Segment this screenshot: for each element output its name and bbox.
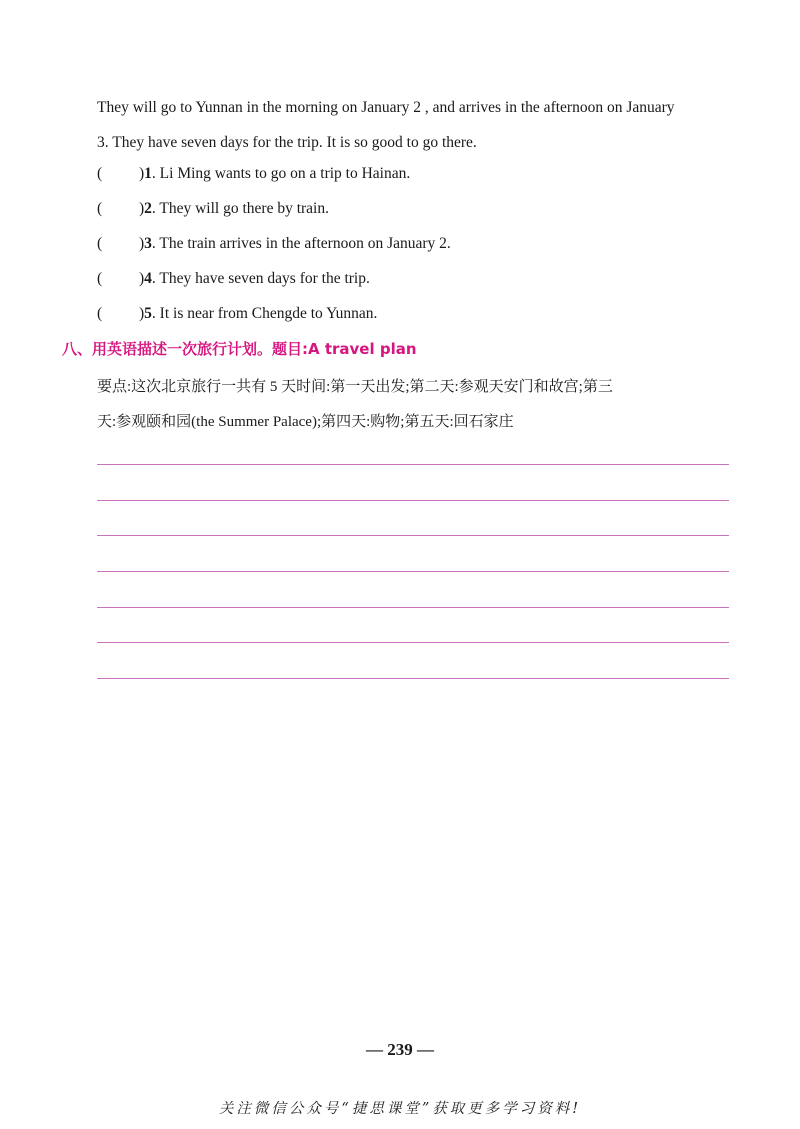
- ruled-line: [97, 607, 729, 608]
- section-heading: 八、用英语描述一次旅行计划。题目:A travel plan: [62, 340, 417, 358]
- answer-paren-open: (: [97, 200, 103, 217]
- answer-paren-open: (: [97, 235, 103, 252]
- answer-paren-open: (: [97, 305, 103, 322]
- answer-paren-open: (: [97, 165, 103, 182]
- passage-line-1: They will go to Yunnan in the morning on January 2 , and arrives in the afternoon on January: [97, 99, 675, 116]
- question-item: [97, 226, 737, 261]
- question-item: [97, 191, 737, 226]
- answer-paren-close: ): [139, 235, 145, 252]
- question-text: . The train arrives in the afternoon on January 2.: [151, 235, 451, 252]
- reading-passage: [97, 90, 737, 160]
- requirements-line-2: 天:参观颐和园(the Summer Palace);第四天:购物;第五天:回石家庄: [97, 414, 514, 430]
- question-item: [97, 296, 737, 331]
- question-text: . It is near from Chengde to Yunnan.: [151, 305, 378, 322]
- writing-requirements: [97, 370, 737, 440]
- answer-paren-close: ): [139, 165, 145, 182]
- question-text: . They have seven days for the trip.: [151, 270, 370, 287]
- question-number: 2: [144, 200, 152, 217]
- question-item: [97, 156, 737, 191]
- answer-paren-close: ): [139, 305, 145, 322]
- ruled-line: [97, 500, 729, 501]
- question-number: 1: [144, 165, 152, 182]
- question-text: . They will go there by train.: [151, 200, 329, 217]
- question-number: 4: [144, 270, 152, 287]
- question-number: 5: [144, 305, 152, 322]
- true-false-questions: [97, 156, 737, 331]
- ruled-line: [97, 678, 729, 679]
- question-text: . Li Ming wants to go on a trip to Hainan.: [151, 165, 411, 182]
- answer-paren-close: ): [139, 200, 145, 217]
- ruled-line: [97, 535, 729, 536]
- page-number: — 239 —: [366, 1040, 434, 1059]
- answer-paren-open: (: [97, 270, 103, 287]
- requirements-line-1: 要点:这次北京旅行一共有 5 天时间:第一天出发;第二天:参观天安门和故宫;第三: [97, 379, 613, 395]
- answer-paren-close: ): [139, 270, 145, 287]
- passage-line-2: 3. They have seven days for the trip. It is so good to go there.: [97, 134, 477, 151]
- footer-note: 关注微信公众号“捷思课堂”获取更多学习资料!: [218, 1101, 582, 1117]
- question-item: [97, 261, 737, 296]
- writing-area[interactable]: [97, 464, 729, 714]
- question-number: 3: [144, 235, 152, 252]
- ruled-line: [97, 571, 729, 572]
- ruled-line: [97, 642, 729, 643]
- ruled-line: [97, 464, 729, 465]
